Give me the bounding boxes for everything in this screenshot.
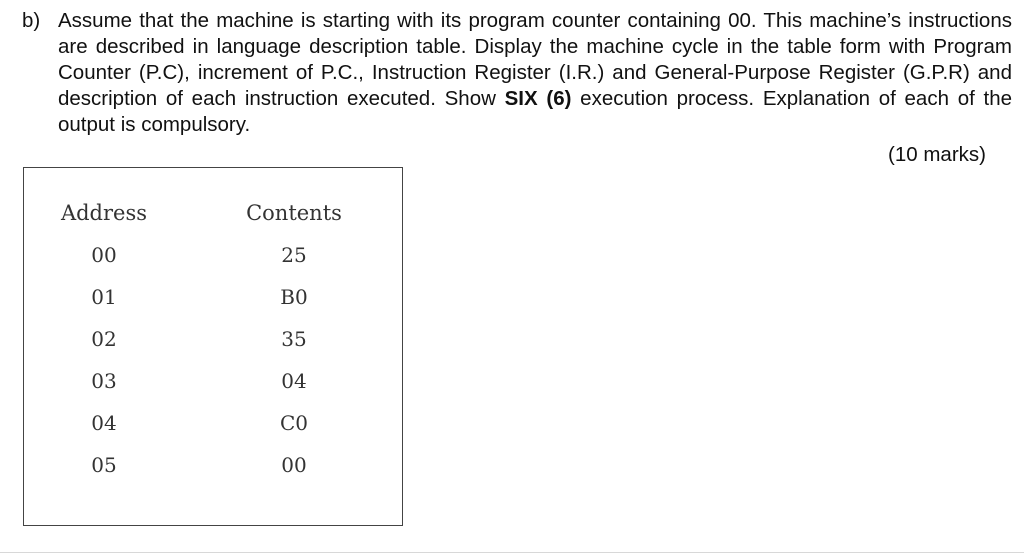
contents-cell: B0 (280, 285, 308, 309)
marks-label: (10 marks) (888, 143, 986, 166)
memory-table (23, 167, 403, 526)
contents-column (229, 198, 359, 492)
question-text-part1: Assume that the machine is starting with its program counter containing 00. This machine’s instructions are described in language description table. Display the machine cycle in the table form with Program Counter (P.C), increment of P.C., Instruction Register (I.R.) and General-Purpose Register (G.P.R) and description of each instruction executed. Show (58, 9, 1012, 110)
address-cell: 00 (91, 243, 117, 267)
question-text (58, 8, 1012, 138)
question-block (22, 8, 1012, 138)
contents-cell: 00 (281, 453, 307, 477)
address-cell: 02 (91, 327, 117, 351)
address-cell: 03 (91, 369, 117, 393)
contents-cell: 35 (281, 327, 307, 351)
contents-cell: C0 (279, 411, 309, 435)
contents-cell: 25 (281, 243, 307, 267)
address-cell: 01 (91, 285, 117, 309)
address-cell: 05 (91, 453, 117, 477)
question-text-bold: SIX (6) (504, 87, 572, 110)
address-cell: 04 (91, 411, 117, 435)
page-divider (0, 552, 1024, 553)
question-label: b) (22, 9, 41, 32)
address-header: Address (60, 201, 148, 225)
contents-header: Contents (246, 201, 342, 225)
address-column (44, 198, 164, 492)
question-text-part2: execution process. Explanation of each of the output is compulsory. (58, 87, 1013, 136)
contents-cell: 04 (281, 369, 307, 393)
